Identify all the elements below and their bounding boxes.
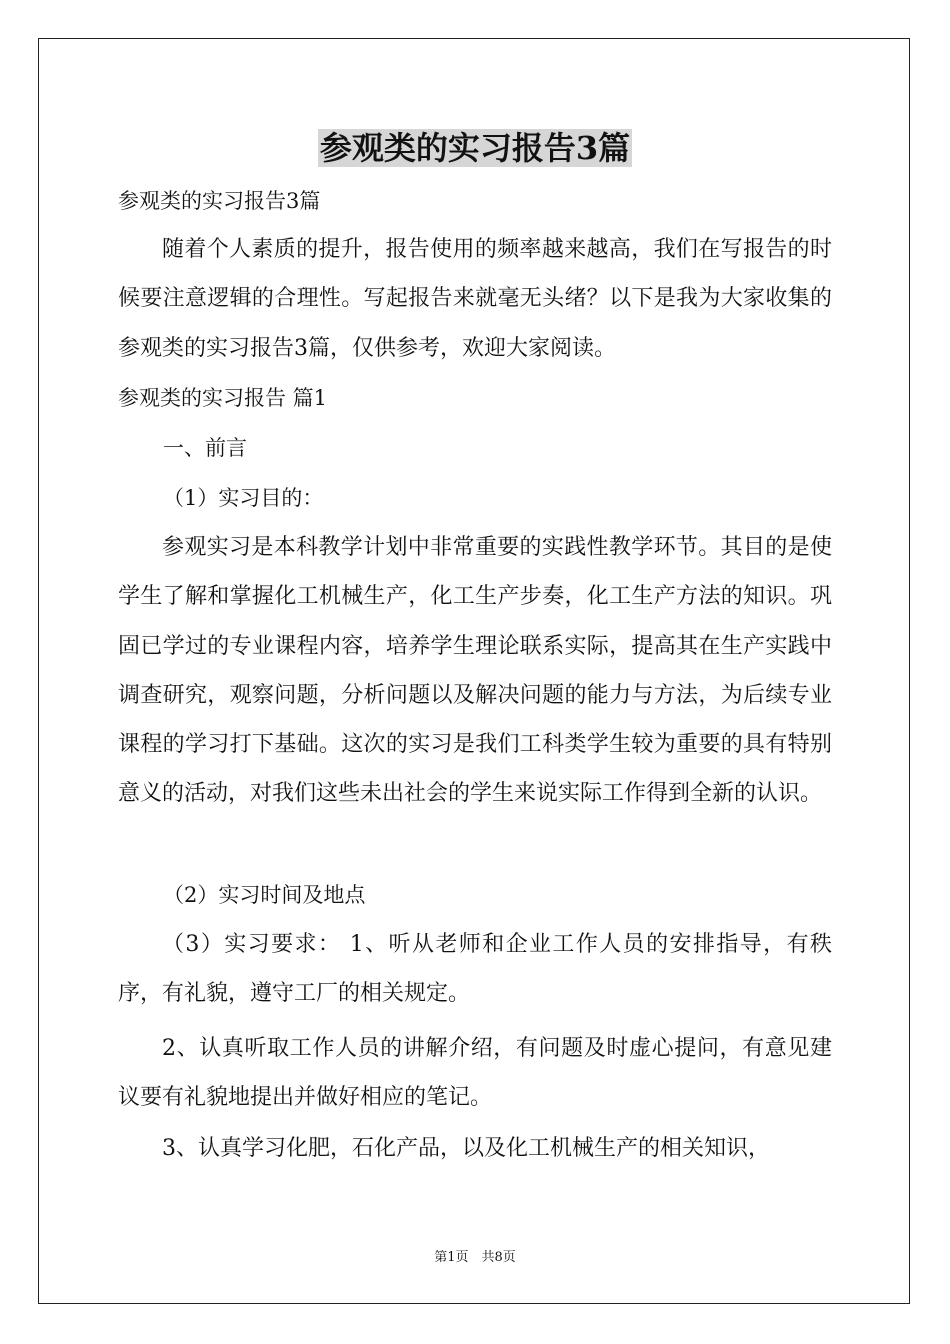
section-heading: 参观类的实习报告 篇1 [118,386,328,410]
requirements-paragraph: （3）实习要求： 1、听从老师和企业工作人员的安排指导，有秩序，有礼貌，遵守工厂的相关规定。 [118,932,832,1007]
item3-paragraph: 3、认真学习化肥，石化产品，以及化工机械生产的相关知识， [162,1136,770,1161]
document-title-text: 参观类的实习报告3篇 [319,129,631,167]
time-place-heading: （2）实习时间及地点 [163,883,366,907]
document-title [0,128,950,168]
purpose-paragraph: 参观实习是本科教学计划中非常重要的实践性教学环节。其目的是使学生了解和掌握化工机械生产，化工生产步奏，化工生产方法的知识。巩固已学过的专业课程内容，培养学生理论联系实际，提高其在生产实践中调查研究，观察问题，分析问题以及解决问题的能力与方法，为后续专业课程的学习打下基础。这次的实习是我们工科类学生较为重要的具有特别意义的活动，对我们这些未出社会的学生来说实际工作得到全新的认识。 [118,535,832,807]
item2-paragraph: 2、认真听取工作人员的讲解介绍，有问题及时虚心提问，有意见建议要有礼貌地提出并做好相应的笔记。 [118,1036,832,1111]
page-number: 第1页 共8页 [434,1250,516,1265]
purpose-heading: （1）实习目的： [163,486,324,510]
preface-heading: 一、前言 [163,436,247,460]
document-subtitle: 参观类的实习报告3篇 [118,189,321,213]
intro-paragraph: 随着个人素质的提升，报告使用的频率越来越高，我们在写报告的时候要注意逻辑的合理性。写起报告来就毫无头绪？以下是我为大家收集的参观类的实习报告3篇，仅供参考，欢迎大家阅读。 [118,237,832,361]
